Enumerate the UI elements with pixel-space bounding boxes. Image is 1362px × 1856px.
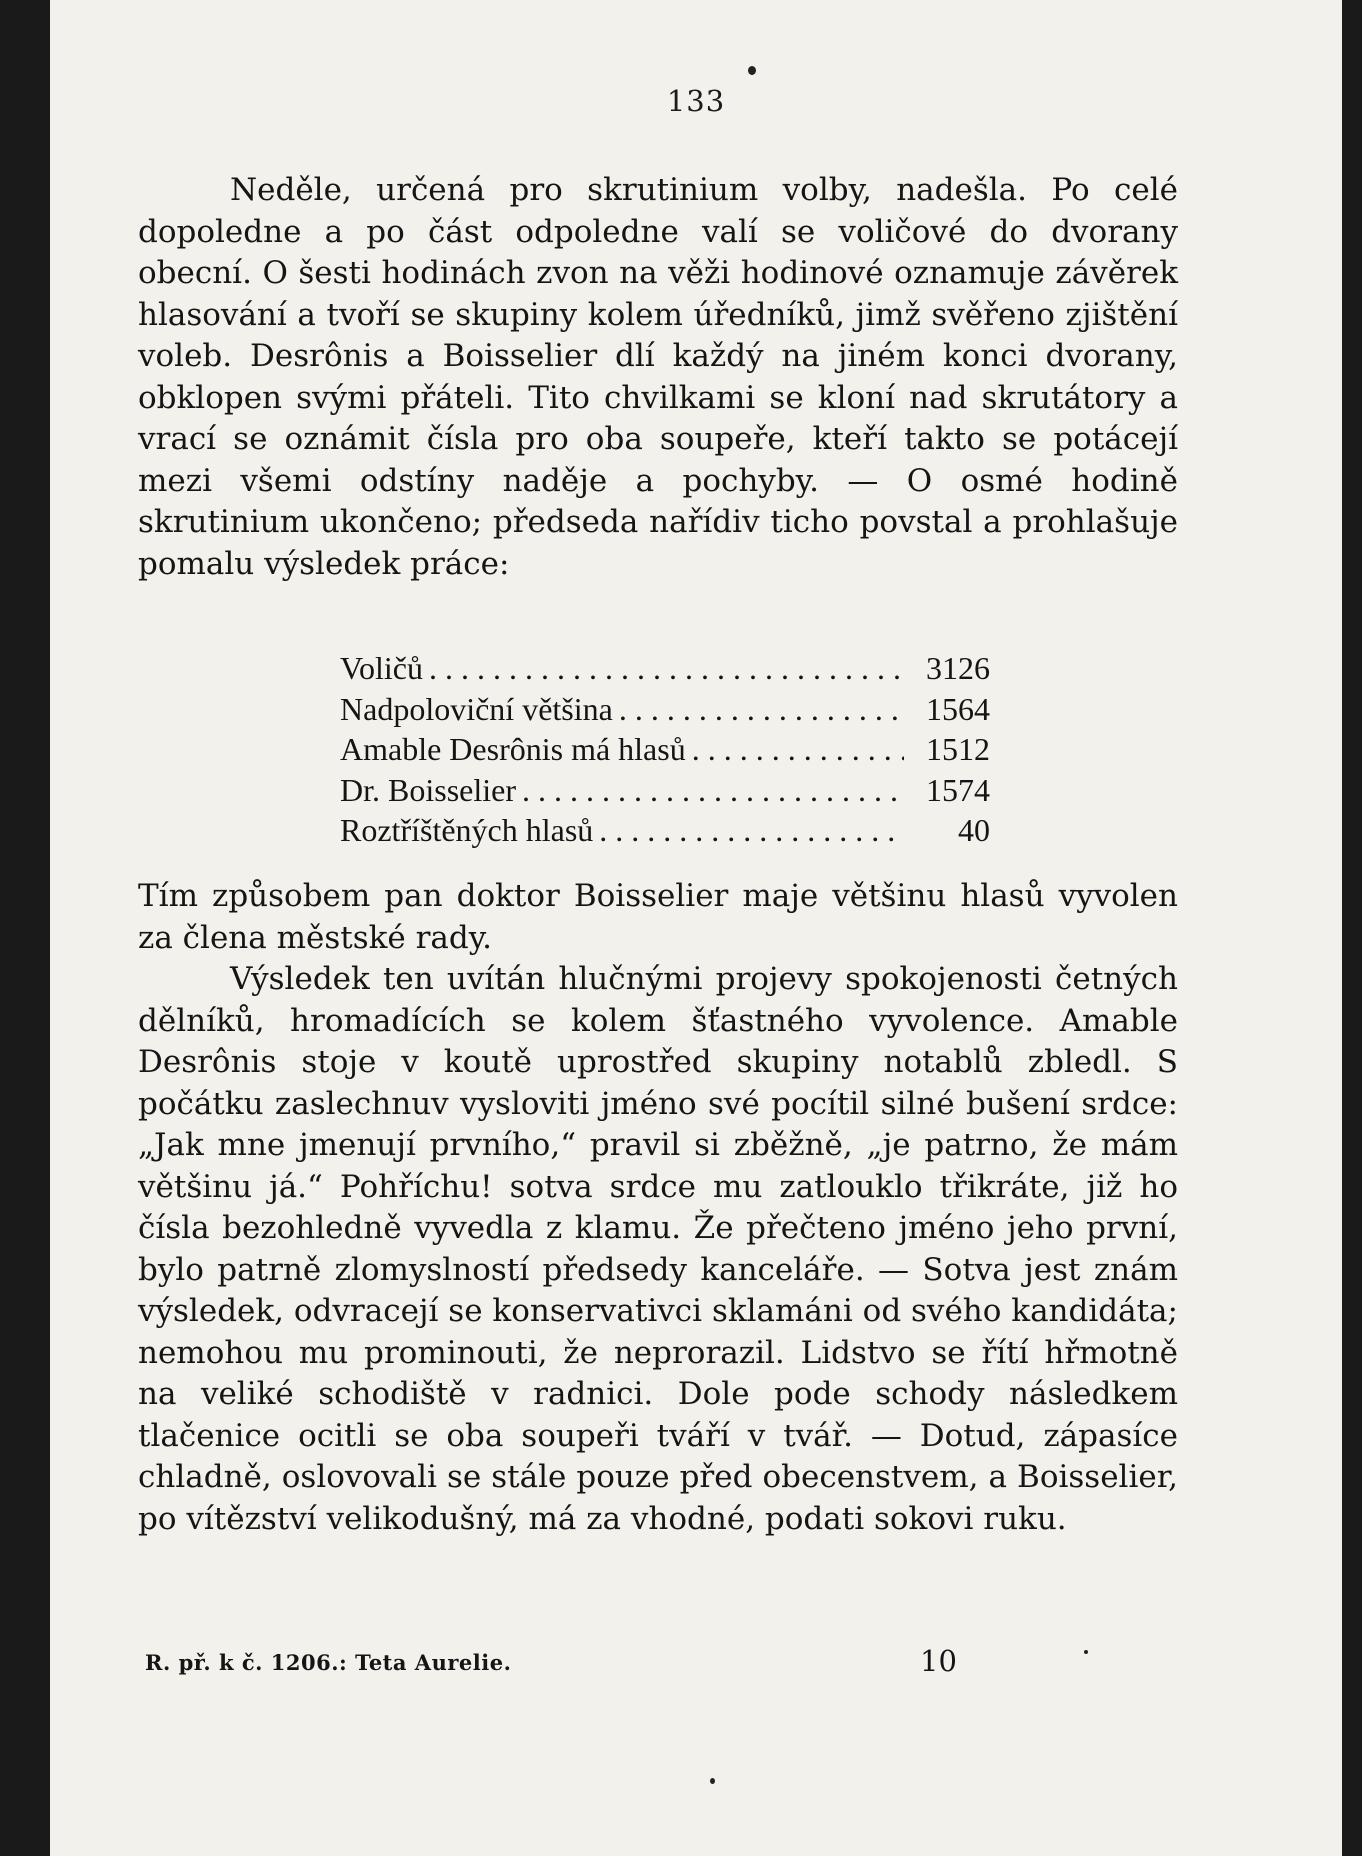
paragraph-text: Tím způsobem pan doktor Boisselier maje většinu hlasů vyvolen za člena městské rady. [138, 878, 1178, 956]
leader-dots [429, 650, 904, 687]
tally-label: Voličů [340, 650, 423, 686]
ink-speck [748, 66, 756, 75]
tally-value: 1574 [926, 771, 990, 808]
ink-speck [710, 1778, 715, 1784]
tally-value: 40 [958, 812, 990, 848]
paragraph-text: Neděle, určená pro skrutinium volby, nadešla. Po celé dopoledne a po část odpoledne valí se voličové do dvorany obecní. O šesti hodinách zvon na věži hodinové oznamuje závěrek hlasování a tvoří se skupiny kolem úředníků, jimž svěřeno zjištění voleb. Desrônis a Boisselier dlí každý na jiném konci dvorany, obklopen svými přáteli. Tito chvilkami se kloní nad skrutátory a vrací se oznámit čísla pro oba soupeře, kteří takto se potácejí mezi všemi odstíny naděje a pochyby. — O osmé hodině skrutinium ukončeno; předseda nařídiv ticho povstal a prohlašuje pomalu výsledek práce: [138, 172, 1178, 582]
paragraph-election-day [138, 170, 1178, 585]
printer-signature: R. př. k č. 1206.: Teta Aurelie. [145, 1650, 512, 1675]
page-number: 133 [666, 84, 726, 118]
tally-value: 3126 [926, 650, 990, 686]
tally-value: 1512 [926, 731, 990, 767]
page-footer [50, 1644, 1342, 1684]
tally-value: 1564 [926, 690, 990, 727]
tally-row-desronis [340, 731, 990, 772]
ink-speck [1084, 1650, 1088, 1654]
tally-label: Dr. Boisselier [340, 771, 516, 808]
leader-dots [599, 812, 904, 849]
leader-dots [522, 772, 904, 809]
paragraph-text: Výsledek ten uvítán hlučnými projevy spokojenosti četných dělníků, hromadících se kolem šťastného vyvolence. Amable Desrônis stoje v koutě uprostřed skupiny notablů zbledl. S počátku zaslechnuv vysloviti jméno své pocítil silné bušení srdce: „Jak mne jmenují prvního,“ pravil si zběžně, „je patrno, že mám většinu já.“ Pohříchu! sotva srdce mu zatlouklo třikráte, již ho čísla bezohledně vyvedla z klamu. Že přečteno jméno jeho první, bylo patrně zlomyslností předsedy kanceláře. — Sotva jest znám výsledek, odvracejí se konservativci sklamáni od svého kandidáta; nemohou mu prominouti, že neprorazil. Lidstvo se řítí hřmotně na veliké schodiště v radnici. Dole pode schody následkem tlačenice ocitli se oba soupeři tváří v tvář. — Dotud, zápasíce chladně, oslovovali se stále pouze před obecenstvem, a Boisselier, po vítězství velikodušný, má za vhodné, podati sokovi ruku. [138, 961, 1178, 1537]
leader-dots [619, 691, 904, 728]
leader-dots [692, 731, 904, 768]
tally-row-voters [340, 650, 990, 691]
vote-tally-table [340, 650, 990, 853]
signature-number: 10 [920, 1644, 957, 1678]
tally-label: Roztříštěných hlasů [340, 812, 594, 848]
book-page [50, 0, 1342, 1856]
tally-row-boisselier [340, 772, 990, 813]
paragraph-result [138, 876, 1178, 1540]
tally-label: Amable Desrônis má hlasů [340, 731, 686, 767]
tally-row-majority [340, 691, 990, 732]
tally-row-scattered [340, 812, 990, 853]
tally-label: Nadpoloviční většina [340, 690, 613, 727]
